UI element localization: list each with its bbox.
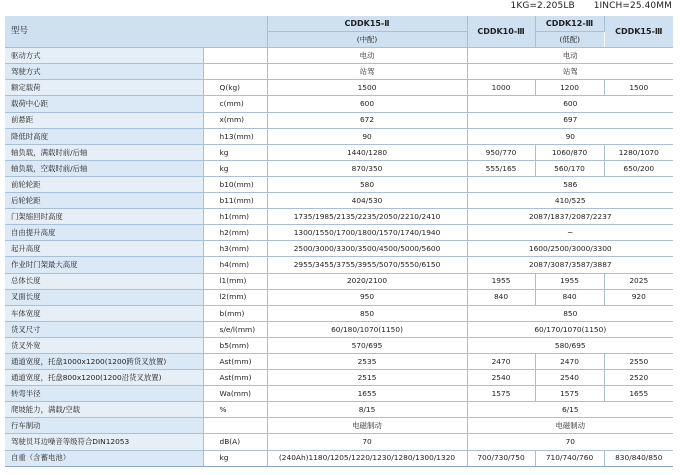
spec-value: 1280/1070 bbox=[604, 144, 673, 160]
spec-name: 前轮轮距 bbox=[5, 176, 203, 192]
spec-row bbox=[5, 193, 673, 209]
spec-value: 电磁制动 bbox=[267, 418, 467, 434]
spec-value: 586 bbox=[467, 176, 673, 192]
spec-value: 840 bbox=[535, 289, 604, 305]
spec-row bbox=[5, 128, 673, 144]
spec-value: 700/730/750 bbox=[467, 450, 535, 466]
spec-name: 通道宽度，托盘800x1200(1200沿货叉放置) bbox=[5, 370, 203, 386]
spec-value: 2470 bbox=[467, 353, 535, 369]
spec-name: 起升高度 bbox=[5, 241, 203, 257]
spec-name: 轴负载，空载时前/后轴 bbox=[5, 160, 203, 176]
spec-unit: l1(mm) bbox=[203, 273, 267, 289]
spec-value: 1735/1985/2135/2235/2050/2210/2410 bbox=[267, 209, 467, 225]
spec-value: 600 bbox=[467, 96, 673, 112]
spec-unit: dB(A) bbox=[203, 434, 267, 450]
spec-row bbox=[5, 225, 673, 241]
spec-value: 站驾 bbox=[267, 64, 467, 80]
spec-value: 950/770 bbox=[467, 144, 535, 160]
spec-value: 90 bbox=[267, 128, 467, 144]
spec-row bbox=[5, 386, 673, 402]
spec-value: 60/170/1070(1150) bbox=[467, 321, 673, 337]
spec-value: 6/15 bbox=[467, 402, 673, 418]
spec-row bbox=[5, 112, 673, 128]
spec-unit bbox=[203, 48, 267, 64]
spec-name: 总体长度 bbox=[5, 273, 203, 289]
spec-value: 1060/870 bbox=[535, 144, 604, 160]
spec-value: 70 bbox=[267, 434, 467, 450]
spec-name: 爬坡能力，满载/空载 bbox=[5, 402, 203, 418]
spec-value: 850 bbox=[467, 305, 673, 321]
spec-value: 2025 bbox=[604, 273, 673, 289]
spec-value: 站驾 bbox=[467, 64, 673, 80]
spec-unit: % bbox=[203, 402, 267, 418]
lift-type-medium: (中配) bbox=[267, 32, 467, 48]
spec-name: 驾驶员耳边噪音等级符合DIN12053 bbox=[5, 434, 203, 450]
spec-name: 货叉尺寸 bbox=[5, 321, 203, 337]
spec-value: 2087/3087/3587/3887 bbox=[467, 257, 673, 273]
spec-value: 2470 bbox=[535, 353, 604, 369]
spec-unit bbox=[203, 64, 267, 80]
spec-name: 通道宽度，托盘1000x1200(1200跨货叉放置) bbox=[5, 353, 203, 369]
spec-value: 1200 bbox=[535, 80, 604, 96]
spec-value: 2955/3455/3755/3955/5070/5550/6150 bbox=[267, 257, 467, 273]
spec-value: 8/15 bbox=[267, 402, 467, 418]
spec-value: 840 bbox=[467, 289, 535, 305]
spec-unit: kg bbox=[203, 450, 267, 466]
spec-unit: b5(mm) bbox=[203, 337, 267, 353]
spec-name: 车体宽度 bbox=[5, 305, 203, 321]
spec-row bbox=[5, 64, 673, 80]
spec-value: ~ bbox=[467, 225, 673, 241]
spec-value: 710/740/760 bbox=[535, 450, 604, 466]
spec-value: (240Ah)1180/1205/1220/1230/1280/1300/1320 bbox=[267, 450, 467, 466]
spec-name: 自由提升高度 bbox=[5, 225, 203, 241]
spec-unit: b10(mm) bbox=[203, 176, 267, 192]
spec-name: 货叉外宽 bbox=[5, 337, 203, 353]
spec-value: 850 bbox=[267, 305, 467, 321]
spec-name: 额定载荷 bbox=[5, 80, 203, 96]
spec-value: 2520 bbox=[604, 370, 673, 386]
spec-row bbox=[5, 353, 673, 369]
spec-value: 2020/2100 bbox=[267, 273, 467, 289]
spec-row bbox=[5, 370, 673, 386]
spec-value: 672 bbox=[267, 112, 467, 128]
model-header-label: 型号 bbox=[5, 16, 267, 48]
spec-row bbox=[5, 337, 673, 353]
spec-value: 2535 bbox=[267, 353, 467, 369]
spec-name: 轴负载，满载时前/后轴 bbox=[5, 144, 203, 160]
spec-value: 2540 bbox=[535, 370, 604, 386]
spec-row bbox=[5, 434, 673, 450]
kg-lb-conversion: 1KG=2.205LB bbox=[510, 1, 575, 11]
spec-row bbox=[5, 321, 673, 337]
spec-value: 电动 bbox=[467, 48, 673, 64]
spec-name: 作业时门架最大高度 bbox=[5, 257, 203, 273]
spec-unit: l2(mm) bbox=[203, 289, 267, 305]
spec-value: 2540 bbox=[467, 370, 535, 386]
spec-value: 60/180/1070(1150) bbox=[267, 321, 467, 337]
spec-name: 驾驶方式 bbox=[5, 64, 203, 80]
spec-value: 600 bbox=[267, 96, 467, 112]
spec-row bbox=[5, 160, 673, 176]
spec-name: 叉面长度 bbox=[5, 289, 203, 305]
lift-type-low: (低配) bbox=[535, 32, 604, 48]
spec-value: 1440/1280 bbox=[267, 144, 467, 160]
spec-value: 1600/2500/3000/3300 bbox=[467, 241, 673, 257]
spec-unit bbox=[203, 418, 267, 434]
spec-unit: kg bbox=[203, 144, 267, 160]
spec-row bbox=[5, 418, 673, 434]
spec-value: 1000 bbox=[467, 80, 535, 96]
spec-value: 1655 bbox=[267, 386, 467, 402]
spec-value: 920 bbox=[604, 289, 673, 305]
spec-value: 560/170 bbox=[535, 160, 604, 176]
model-header-cddk15-ii: CDDK15-Ⅱ bbox=[267, 16, 467, 32]
spec-name: 自重（含蓄电池） bbox=[5, 450, 203, 466]
spec-unit: b11(mm) bbox=[203, 193, 267, 209]
spec-name: 驱动方式 bbox=[5, 48, 203, 64]
spec-value: 2087/1837/2087/2237 bbox=[467, 209, 673, 225]
spec-table bbox=[5, 16, 673, 467]
spec-value: 2515 bbox=[267, 370, 467, 386]
spec-unit: Q(kg) bbox=[203, 80, 267, 96]
spec-row bbox=[5, 209, 673, 225]
spec-row bbox=[5, 176, 673, 192]
spec-row bbox=[5, 96, 673, 112]
unit-conversion-note bbox=[495, 1, 672, 11]
spec-value: 1575 bbox=[467, 386, 535, 402]
spec-value: 70 bbox=[467, 434, 673, 450]
spec-value: 90 bbox=[467, 128, 673, 144]
spec-row bbox=[5, 257, 673, 273]
spec-unit: Ast(mm) bbox=[203, 353, 267, 369]
spec-value: 1955 bbox=[535, 273, 604, 289]
spec-row bbox=[5, 305, 673, 321]
spec-unit: h3(mm) bbox=[203, 241, 267, 257]
spec-unit: h1(mm) bbox=[203, 209, 267, 225]
spec-value: 电动 bbox=[267, 48, 467, 64]
spec-unit: kg bbox=[203, 160, 267, 176]
inch-mm-conversion: 1INCH=25.40MM bbox=[593, 1, 672, 11]
spec-name: 载荷中心距 bbox=[5, 96, 203, 112]
spec-value: 570/695 bbox=[267, 337, 467, 353]
spec-row bbox=[5, 289, 673, 305]
spec-value: 404/530 bbox=[267, 193, 467, 209]
spec-value: 2500/3000/3300/3500/4500/5000/5600 bbox=[267, 241, 467, 257]
spec-value: 1655 bbox=[604, 386, 673, 402]
spec-name: 前悬距 bbox=[5, 112, 203, 128]
spec-unit: h4(mm) bbox=[203, 257, 267, 273]
spec-value: 555/165 bbox=[467, 160, 535, 176]
spec-name: 行车制动 bbox=[5, 418, 203, 434]
spec-unit: b(mm) bbox=[203, 305, 267, 321]
spec-value: 1955 bbox=[467, 273, 535, 289]
spec-value: 电磁制动 bbox=[467, 418, 673, 434]
spec-unit: c(mm) bbox=[203, 96, 267, 112]
spec-value: 1575 bbox=[535, 386, 604, 402]
spec-row bbox=[5, 48, 673, 64]
spec-value: 1500 bbox=[267, 80, 467, 96]
header-row bbox=[5, 16, 673, 32]
spec-unit: Ast(mm) bbox=[203, 370, 267, 386]
spec-row bbox=[5, 450, 673, 466]
spec-unit: Wa(mm) bbox=[203, 386, 267, 402]
model-header-cddk10-iii: CDDK10-Ⅲ bbox=[467, 16, 535, 48]
spec-value: 950 bbox=[267, 289, 467, 305]
spec-row bbox=[5, 241, 673, 257]
spec-row bbox=[5, 80, 673, 96]
spec-row bbox=[5, 273, 673, 289]
spec-value: 580 bbox=[267, 176, 467, 192]
spec-value: 410/525 bbox=[467, 193, 673, 209]
spec-unit: h13(mm) bbox=[203, 128, 267, 144]
spec-value: 580/695 bbox=[467, 337, 673, 353]
spec-row bbox=[5, 144, 673, 160]
model-header-cddk12-iii: CDDK12-Ⅲ bbox=[535, 16, 604, 32]
spec-value: 697 bbox=[467, 112, 673, 128]
spec-name: 后轮轮距 bbox=[5, 193, 203, 209]
spec-value: 650/200 bbox=[604, 160, 673, 176]
spec-unit: x(mm) bbox=[203, 112, 267, 128]
spec-name: 门架缩回时高度 bbox=[5, 209, 203, 225]
spec-row bbox=[5, 402, 673, 418]
spec-name: 转弯半径 bbox=[5, 386, 203, 402]
spec-value: 870/350 bbox=[267, 160, 467, 176]
spec-value: 830/840/850 bbox=[604, 450, 673, 466]
spec-value: 1300/1550/1700/1800/1570/1740/1940 bbox=[267, 225, 467, 241]
spec-name: 降低时高度 bbox=[5, 128, 203, 144]
spec-value: 2550 bbox=[604, 353, 673, 369]
model-header-cddk15-iii: CDDK15-Ⅲ bbox=[604, 16, 673, 48]
spec-unit: s/e/l(mm) bbox=[203, 321, 267, 337]
spec-value: 1500 bbox=[604, 80, 673, 96]
spec-unit: h2(mm) bbox=[203, 225, 267, 241]
